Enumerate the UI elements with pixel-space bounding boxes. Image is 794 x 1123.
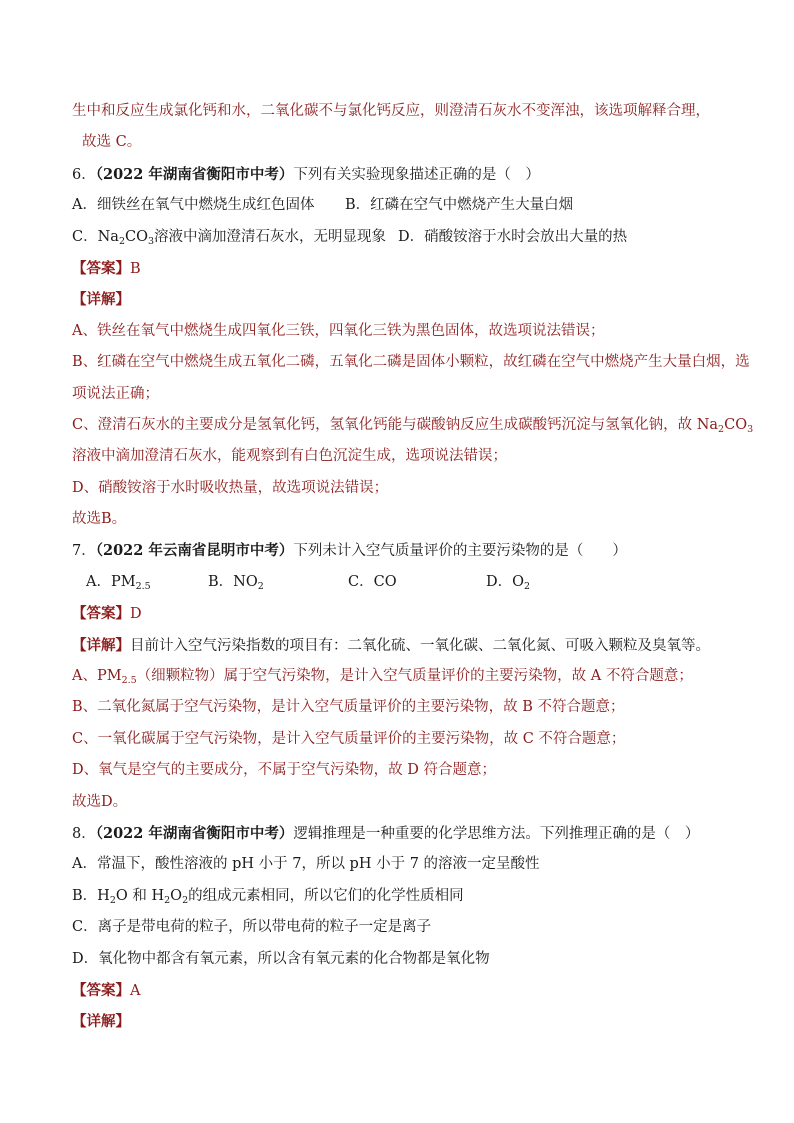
text: 生中和反应生成氯化钙和水，二氧化碳不与氯化钙反应，则澄清石灰水不变浑浊，该选项解释合理， [72, 103, 710, 119]
answer-label: 【答案】 [72, 605, 130, 623]
option-d: D．$O_2$ [486, 573, 531, 592]
q7-options [72, 567, 732, 598]
detail-intro: 目前计入空气污染指数的项目有：二氧化硫、一氧化碳、二氧化氮、可吸入颗粒及臭氧等。 [130, 637, 710, 654]
question-number: 6． [72, 166, 96, 183]
q7-conclusion: 故选D。 [72, 793, 128, 810]
q7-detail-d: D、氧气是空气的主要成分，不属于空气污染物，故 D 符合题意； [72, 762, 496, 779]
q6-options-cd [72, 222, 732, 253]
q6-detail-a: A、铁丝在氧气中燃烧生成四氧化三铁，四氧化三铁为黑色固体，故选项说法错误； [72, 322, 605, 339]
q6-answer [72, 253, 732, 284]
question-source: （2022 年湖南省衡阳市中考） [95, 824, 294, 842]
q6-detail-c: C、澄清石灰水的主要成分是氢氧化钙，氢氧化钙能与碳酸钠反应生成碳酸钙沉淀与氢氧化钠，故 $Na_2CO_3$ [72, 416, 754, 435]
q8-stem [72, 818, 732, 849]
prev-conclusion-line [72, 127, 732, 158]
q8-option-a: A．常温下，酸性溶液的 pH 小于 7，所以 pH 小于 7 的溶液一定呈酸性 [72, 856, 540, 873]
q6-detail-b-cont: 项说法正确； [72, 385, 159, 402]
q6-options-ab [72, 190, 732, 221]
q8-option-c: C．离子是带电荷的粒子，所以带电荷的粒子一定是离子 [72, 919, 432, 936]
q6-detail-c-cont: 溶液中滴加澄清石灰水，能观察到有白色沉淀生成，选项说法错误； [72, 448, 507, 465]
detail-label: 【详解】 [72, 636, 130, 654]
question-text: 逻辑推理是一种重要的化学思维方法。下列推理正确的是（ ） [293, 825, 700, 842]
q7-detail-a: A、$PM_{2.5}$（细颗粒物）属于空气污染物，是计入空气质量评价的主要污染物，故 A 不符合题意； [72, 668, 693, 687]
option-a: A．细铁丝在氧气中燃烧生成红色固体 [72, 197, 315, 214]
option-b: B．$NO_2$ [208, 573, 264, 592]
detail-label: 【详解】 [72, 291, 130, 309]
q8-option-d: D．氧化物中都含有氧元素，所以含有氧元素的化合物都是氧化物 [72, 950, 490, 967]
question-number: 8． [72, 825, 96, 842]
question-number: 7． [72, 543, 96, 560]
q6-detail-b: B、红磷在空气中燃烧生成五氧化二磷，五氧化二磷是固体小颗粒，故红磷在空气中燃烧产生大量白烟，选 [72, 354, 750, 371]
answer-value: A [130, 982, 141, 999]
q7-detail-b: B、二氧化氮属于空气污染物，是计入空气质量评价的主要污染物，故 B 不符合题意； [72, 699, 625, 716]
option-b: B．红磷在空气中燃烧产生大量白烟 [345, 197, 574, 214]
option-a: A．$PM_{2.5}$ [86, 573, 151, 592]
answer-value: D [130, 606, 142, 623]
q8-option-b: B．$H_2O$ 和 $H_2O_2$的组成元素相同，所以它们的化学性质相同 [72, 887, 464, 906]
answer-label: 【答案】 [72, 981, 130, 999]
question-text: 下列有关实验现象描述正确的是（ ） [293, 166, 540, 183]
q7-answer [72, 598, 732, 629]
prev-explanation-line [72, 96, 732, 127]
q6-detail-d: D、硝酸铵溶于水时吸收热量，故选项说法错误； [72, 479, 389, 496]
question-source: （2022 年湖南省衡阳市中考） [95, 165, 294, 183]
q7-detail-heading [72, 630, 732, 661]
q7-detail-c: C、一氧化碳属于空气污染物，是计入空气质量评价的主要污染物，故 C 不符合题意； [72, 730, 626, 747]
q6-conclusion: 故选B。 [72, 511, 127, 528]
answer-label: 【答案】 [72, 259, 130, 277]
option-c: C．$Na_2CO_3$溶液中滴加澄清石灰水，无明显现象 [72, 228, 387, 247]
detail-label: 【详解】 [72, 1013, 130, 1031]
option-c: C．CO [348, 573, 397, 590]
q8-answer [72, 975, 732, 1006]
text: 故选 C。 [82, 134, 142, 151]
question-source: （2022 年云南省昆明市中考） [95, 542, 294, 560]
question-text: 下列未计入空气质量评价的主要污染物的是（ ） [293, 543, 627, 560]
answer-value: B [130, 260, 141, 277]
q6-stem [72, 159, 732, 190]
q7-stem [72, 535, 732, 566]
option-d: D．硝酸铵溶于水时会放出大量的热 [398, 228, 628, 245]
q6-detail-heading [72, 284, 732, 315]
q8-detail-heading [72, 1006, 732, 1037]
document-page [72, 96, 754, 1038]
